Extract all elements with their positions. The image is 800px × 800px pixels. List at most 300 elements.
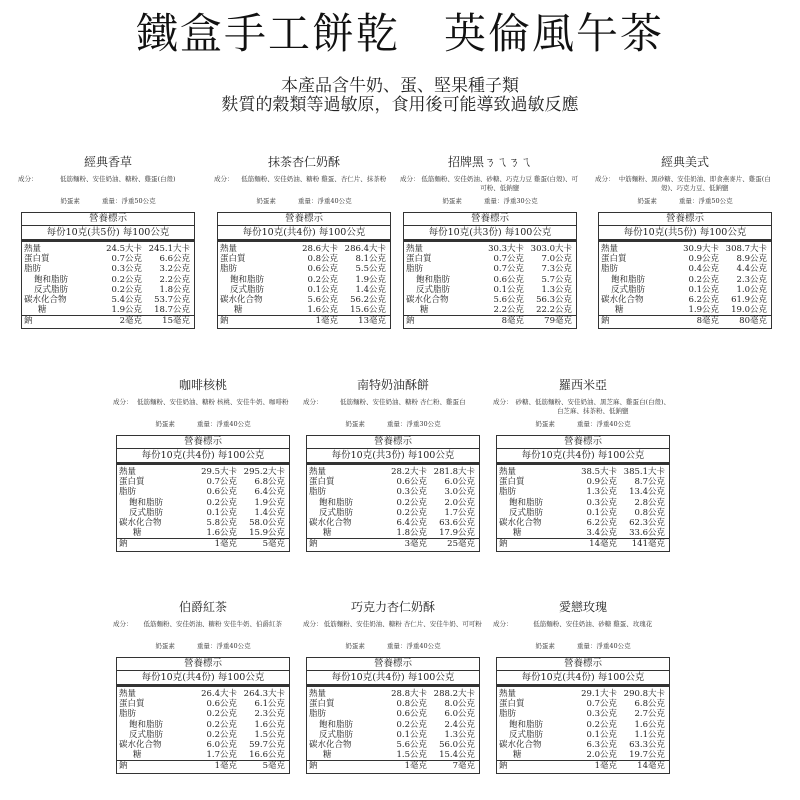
per-100g-value: 61.9公克 xyxy=(731,294,767,305)
nutrition-table xyxy=(21,212,195,329)
per-100g-value: 286.4大卡 xyxy=(344,244,386,254)
nutrient-name: 蛋白質 xyxy=(119,477,145,488)
per-serving-value: 1.6公克 xyxy=(206,528,237,539)
nutrition-row xyxy=(218,285,390,295)
nutrition-row xyxy=(497,518,669,528)
per-serving-value: 1毫克 xyxy=(404,761,427,772)
per-100g-value: 56.2公克 xyxy=(350,294,386,305)
per-100g-value: 8.7公克 xyxy=(634,477,665,488)
product-name: 經典香草 xyxy=(83,155,132,169)
nutrition-row xyxy=(22,244,194,254)
nutrient-name: 糖 xyxy=(323,528,332,539)
product-meta xyxy=(493,642,673,652)
nutrient-name: 反式脂肪 xyxy=(129,507,164,518)
nutrition-table-title: 營養標示 xyxy=(599,213,771,226)
nutrient-name: 蛋白質 xyxy=(24,254,50,265)
product-label xyxy=(303,600,483,774)
per-100g-value: 13毫克 xyxy=(358,316,386,327)
nutrition-row xyxy=(404,244,576,254)
per-100g-value: 2.3公克 xyxy=(736,274,767,285)
nutrition-row xyxy=(307,508,479,518)
per-serving-value: 1毫克 xyxy=(315,316,338,327)
nutrition-row xyxy=(117,477,289,487)
per-100g-value: 288.2大卡 xyxy=(433,689,475,699)
nutrition-row xyxy=(599,244,771,254)
nutrition-table xyxy=(306,657,480,774)
per-100g-value: 1.5公克 xyxy=(254,729,285,740)
nutrient-name: 糖 xyxy=(420,305,429,316)
nutrition-row xyxy=(218,275,390,285)
nutrition-row xyxy=(307,750,479,760)
diet-type: 奶蛋素 xyxy=(256,197,276,205)
nutrient-name: 碳水化合物 xyxy=(24,294,67,305)
per-100g-value: 2.3公克 xyxy=(254,709,285,720)
per-100g-value: 2.8公克 xyxy=(634,497,665,508)
product-label xyxy=(493,600,673,774)
per-100g-value: 1.4公克 xyxy=(355,284,386,295)
per-serving-value: 1.7公克 xyxy=(206,750,237,761)
nutrition-row xyxy=(307,467,479,477)
nutrition-row xyxy=(218,295,390,305)
per-100g-value: 264.3大卡 xyxy=(243,689,285,699)
ingredients-text: 低筋麵粉、安佳奶油、糖粉 杏仁粉、雞蛋白 xyxy=(339,398,466,406)
nutrient-name: 反式脂肪 xyxy=(509,507,544,518)
per-100g-value: 7.3公克 xyxy=(541,264,572,275)
nutrient-name: 糖 xyxy=(513,528,522,539)
per-serving-value: 28.2大卡 xyxy=(391,467,427,477)
nutrition-row xyxy=(117,699,289,709)
product-name: 咖啡核桃 xyxy=(178,378,227,392)
nutrition-row xyxy=(218,315,390,326)
net-weight: 重量：淨重40公克 xyxy=(386,642,441,650)
ingredients xyxy=(18,175,198,195)
nutrient-name: 脂肪 xyxy=(24,264,42,275)
nutrition-row xyxy=(404,254,576,264)
per-100g-value: 1.4公克 xyxy=(254,507,285,518)
nutrient-name: 鈉 xyxy=(499,539,508,550)
nutrition-row xyxy=(307,487,479,497)
nutrition-row xyxy=(497,477,669,487)
per-100g-value: 79毫克 xyxy=(544,316,572,327)
per-100g-value: 58.0公克 xyxy=(249,517,285,528)
per-serving-value: 0.8公克 xyxy=(396,699,427,710)
per-100g-value: 1.6公克 xyxy=(254,719,285,730)
nutrition-table xyxy=(496,435,670,552)
per-100g-value: 13.4公克 xyxy=(629,487,665,498)
per-100g-value: 4.4公克 xyxy=(736,264,767,275)
nutrition-row xyxy=(497,709,669,719)
nutrient-name: 熱量 xyxy=(309,689,327,699)
serving-info: 每份10克(共3份) 每100公克 xyxy=(404,226,576,242)
nutrition-row xyxy=(307,720,479,730)
nutrient-name: 反式脂肪 xyxy=(319,507,354,518)
per-serving-value: 0.7公克 xyxy=(111,254,142,265)
nutrition-row xyxy=(307,477,479,487)
per-serving-value: 5.8公克 xyxy=(206,517,237,528)
product-meta xyxy=(18,197,198,207)
nutrient-name: 熱量 xyxy=(220,244,238,254)
per-100g-value: 2.7公克 xyxy=(634,709,665,720)
nutrient-name: 脂肪 xyxy=(499,709,517,720)
nutrition-row xyxy=(117,760,289,771)
per-100g-value: 59.7公克 xyxy=(249,739,285,750)
nutrition-row xyxy=(117,508,289,518)
nutrition-row xyxy=(307,498,479,508)
product-label xyxy=(113,600,293,774)
nutrition-row xyxy=(497,487,669,497)
per-serving-value: 0.2公克 xyxy=(688,274,719,285)
nutrition-row xyxy=(117,528,289,538)
per-serving-value: 0.6公克 xyxy=(396,709,427,720)
per-serving-value: 1毫克 xyxy=(214,761,237,772)
nutrient-name: 鈉 xyxy=(406,316,415,327)
per-100g-value: 1.3公克 xyxy=(541,284,572,295)
per-serving-value: 5.4公克 xyxy=(111,294,142,305)
per-100g-value: 5.5公克 xyxy=(355,264,386,275)
per-100g-value: 2.2公克 xyxy=(159,274,190,285)
nutrition-row xyxy=(117,720,289,730)
nutrition-row xyxy=(117,487,289,497)
per-100g-value: 5毫克 xyxy=(262,539,285,550)
per-serving-value: 0.1公克 xyxy=(586,729,617,740)
per-serving-value: 30.9大卡 xyxy=(683,244,719,254)
per-serving-value: 30.3大卡 xyxy=(488,244,524,254)
nutrition-table-title: 營養標示 xyxy=(307,436,479,449)
product-meta xyxy=(303,420,483,430)
per-serving-value: 0.6公克 xyxy=(307,264,338,275)
diet-type: 奶蛋素 xyxy=(535,642,555,650)
per-serving-value: 0.1公克 xyxy=(396,729,427,740)
nutrient-name: 熱量 xyxy=(119,467,137,477)
nutrient-name: 反式脂肪 xyxy=(509,729,544,740)
per-100g-value: 295.2大卡 xyxy=(243,467,285,477)
product-meta xyxy=(113,642,293,652)
per-100g-value: 53.7公克 xyxy=(154,294,190,305)
per-serving-value: 0.2公克 xyxy=(206,709,237,720)
nutrition-row xyxy=(218,264,390,274)
net-weight: 重量：淨重50公克 xyxy=(101,197,156,205)
per-serving-value: 0.7公克 xyxy=(586,699,617,710)
per-100g-value: 1.3公克 xyxy=(444,729,475,740)
per-100g-value: 18.7公克 xyxy=(154,305,190,316)
per-serving-value: 0.2公克 xyxy=(307,274,338,285)
nutrition-row xyxy=(218,254,390,264)
per-100g-value: 62.3公克 xyxy=(629,517,665,528)
per-serving-value: 0.2公克 xyxy=(206,729,237,740)
nutrient-name: 反式脂肪 xyxy=(611,284,646,295)
ingredients-text: 低筋麵粉、安佳奶油、糖粉 核桃、安佳牛奶、咖啡粉 xyxy=(136,398,289,406)
per-serving-value: 29.1大卡 xyxy=(581,689,617,699)
nutrient-name: 鈉 xyxy=(309,539,318,550)
nutrient-name: 熱量 xyxy=(119,689,137,699)
per-serving-value: 24.5大卡 xyxy=(106,244,142,254)
per-100g-value: 1.9公克 xyxy=(355,274,386,285)
per-serving-value: 1.5公克 xyxy=(396,750,427,761)
per-serving-value: 5.6公克 xyxy=(493,294,524,305)
per-serving-value: 0.7公克 xyxy=(493,254,524,265)
ingredients xyxy=(113,620,293,640)
per-100g-value: 3.2公克 xyxy=(159,264,190,275)
nutrient-name: 熱量 xyxy=(499,467,517,477)
ingredients xyxy=(493,620,673,640)
nutrient-name: 飽和脂肪 xyxy=(416,274,451,285)
per-100g-value: 290.8大卡 xyxy=(623,689,665,699)
nutrient-name: 鈉 xyxy=(499,761,508,772)
nutrition-table xyxy=(403,212,577,329)
per-100g-value: 7毫克 xyxy=(452,761,475,772)
nutrition-row xyxy=(307,760,479,771)
per-serving-value: 38.5大卡 xyxy=(581,467,617,477)
nutrient-name: 反式脂肪 xyxy=(319,729,354,740)
ingredients-text: 低筋麵粉、安佳奶油、砂糖、巧克力豆 雞蛋(白殼)、可可粉、低鈉鹽 xyxy=(421,175,579,192)
per-100g-value: 56.0公克 xyxy=(439,739,475,750)
per-100g-value: 33.6公克 xyxy=(629,528,665,539)
ingredients xyxy=(493,398,673,418)
product-meta xyxy=(303,642,483,652)
nutrient-name: 碳水化合物 xyxy=(499,517,542,528)
per-serving-value: 6.2公克 xyxy=(688,294,719,305)
nutrient-name: 碳水化合物 xyxy=(499,739,542,750)
nutrition-table-title: 營養標示 xyxy=(497,436,669,449)
nutrient-name: 熱量 xyxy=(24,244,42,254)
nutrition-row xyxy=(599,254,771,264)
per-serving-value: 0.7公克 xyxy=(493,264,524,275)
ingredients-label: 成分： xyxy=(493,620,513,628)
per-serving-value: 14毫克 xyxy=(589,539,617,550)
nutrient-name: 鈉 xyxy=(601,316,610,327)
per-100g-value: 6.1公克 xyxy=(254,699,285,710)
product-name: 招牌黑ㄋㄟㄋㄟ xyxy=(447,155,532,169)
nutrition-row xyxy=(497,720,669,730)
product-meta xyxy=(214,197,394,207)
per-serving-value: 0.4公克 xyxy=(688,264,719,275)
product-label xyxy=(303,378,483,552)
nutrient-name: 脂肪 xyxy=(406,264,424,275)
nutrition-row xyxy=(307,518,479,528)
nutrient-name: 碳水化合物 xyxy=(220,294,263,305)
ingredients-label: 成分： xyxy=(18,175,38,183)
nutrition-row xyxy=(218,244,390,254)
per-serving-value: 0.1公克 xyxy=(307,284,338,295)
nutrition-row xyxy=(497,498,669,508)
nutrition-row xyxy=(497,689,669,699)
nutrient-name: 糖 xyxy=(513,750,522,761)
per-100g-value: 1.0公克 xyxy=(736,284,767,295)
per-100g-value: 63.3公克 xyxy=(629,739,665,750)
product-name: 愛戀玫瑰 xyxy=(558,600,607,614)
per-100g-value: 19.0公克 xyxy=(731,305,767,316)
nutrient-name: 糖 xyxy=(323,750,332,761)
net-weight: 重量：淨重30公克 xyxy=(386,420,441,428)
nutrition-row xyxy=(307,699,479,709)
per-serving-value: 0.1公克 xyxy=(688,284,719,295)
nutrition-row xyxy=(117,689,289,699)
ingredients-label: 成分： xyxy=(303,398,323,406)
nutrition-row xyxy=(497,750,669,760)
diet-type: 奶蛋素 xyxy=(155,420,175,428)
per-serving-value: 3.4公克 xyxy=(586,528,617,539)
per-serving-value: 1.8公克 xyxy=(396,528,427,539)
nutrition-table xyxy=(116,435,290,552)
nutrition-table-title: 營養標示 xyxy=(22,213,194,226)
net-weight: 重量：淨重40公克 xyxy=(196,642,251,650)
nutrition-row xyxy=(404,305,576,315)
nutrition-row xyxy=(307,528,479,538)
nutrition-row xyxy=(404,275,576,285)
per-serving-value: 0.7公克 xyxy=(206,477,237,488)
product-label xyxy=(493,378,673,552)
nutrient-name: 蛋白質 xyxy=(406,254,432,265)
nutrient-name: 飽和脂肪 xyxy=(129,719,164,730)
per-100g-value: 15.4公克 xyxy=(439,750,475,761)
per-100g-value: 19.7公克 xyxy=(629,750,665,761)
per-100g-value: 16.6公克 xyxy=(249,750,285,761)
nutrition-row xyxy=(497,740,669,750)
nutrient-name: 蛋白質 xyxy=(309,699,335,710)
per-serving-value: 3毫克 xyxy=(404,539,427,550)
per-serving-value: 2.2公克 xyxy=(493,305,524,316)
per-serving-value: 8毫克 xyxy=(696,316,719,327)
nutrient-name: 碳水化合物 xyxy=(119,517,162,528)
per-100g-value: 2.0公克 xyxy=(444,497,475,508)
nutrient-name: 碳水化合物 xyxy=(119,739,162,750)
per-serving-value: 0.2公克 xyxy=(111,274,142,285)
nutrition-row xyxy=(599,315,771,326)
product-label xyxy=(400,155,580,329)
per-100g-value: 6.8公克 xyxy=(634,699,665,710)
serving-info: 每份10克(共4份) 每100公克 xyxy=(117,671,289,687)
per-serving-value: 0.3公克 xyxy=(111,264,142,275)
ingredients-label: 成分： xyxy=(493,398,513,406)
per-100g-value: 5毫克 xyxy=(262,761,285,772)
per-100g-value: 1.6公克 xyxy=(634,719,665,730)
nutrient-name: 碳水化合物 xyxy=(309,739,352,750)
per-serving-value: 0.6公克 xyxy=(493,274,524,285)
ingredients xyxy=(214,175,394,195)
nutrition-row xyxy=(599,275,771,285)
nutrient-name: 糖 xyxy=(615,305,624,316)
per-serving-value: 0.2公克 xyxy=(206,719,237,730)
per-100g-value: 308.7大卡 xyxy=(725,244,767,254)
nutrition-table-title: 營養標示 xyxy=(117,658,289,671)
per-100g-value: 22.2公克 xyxy=(536,305,572,316)
per-100g-value: 6.6公克 xyxy=(159,254,190,265)
per-100g-value: 15毫克 xyxy=(162,316,190,327)
nutrient-name: 飽和脂肪 xyxy=(509,497,544,508)
ingredients-label: 成分： xyxy=(113,620,133,628)
per-100g-value: 25毫克 xyxy=(447,539,475,550)
per-serving-value: 6.2公克 xyxy=(586,517,617,528)
nutrition-table-title: 營養標示 xyxy=(497,658,669,671)
product-label xyxy=(595,155,775,329)
nutrition-row xyxy=(117,538,289,549)
per-100g-value: 1.1公克 xyxy=(634,729,665,740)
nutrient-name: 蛋白質 xyxy=(499,477,525,488)
nutrient-name: 熱量 xyxy=(601,244,619,254)
nutrition-row xyxy=(599,264,771,274)
serving-info: 每份10克(共4份) 每100公克 xyxy=(218,226,390,242)
nutrition-row xyxy=(497,528,669,538)
net-weight: 重量：淨重40公克 xyxy=(576,420,631,428)
ingredients-text: 砂糖、低筋麵粉、安佳奶油、黑芝麻、雞蛋白(白殼)、白芝麻、抹茶粉、低鈉鹽 xyxy=(515,398,671,415)
per-100g-value: 1.9公克 xyxy=(254,497,285,508)
ingredients xyxy=(303,620,483,640)
per-serving-value: 6.3公克 xyxy=(586,739,617,750)
nutrient-name: 鈉 xyxy=(119,761,128,772)
nutrient-name: 脂肪 xyxy=(220,264,238,275)
nutrient-name: 飽和脂肪 xyxy=(34,274,69,285)
product-label xyxy=(214,155,394,329)
per-serving-value: 5.6公克 xyxy=(396,739,427,750)
nutrition-row xyxy=(117,750,289,760)
nutrition-row xyxy=(22,305,194,315)
nutrient-name: 反式脂肪 xyxy=(416,284,451,295)
ingredients-label: 成分： xyxy=(113,398,133,406)
nutrition-row xyxy=(497,508,669,518)
nutrient-name: 飽和脂肪 xyxy=(230,274,265,285)
nutrient-name: 碳水化合物 xyxy=(406,294,449,305)
per-100g-value: 303.0大卡 xyxy=(530,244,572,254)
nutrition-row xyxy=(307,730,479,740)
nutrient-name: 糖 xyxy=(234,305,243,316)
nutrient-name: 脂肪 xyxy=(309,487,327,498)
per-serving-value: 1.9公克 xyxy=(111,305,142,316)
per-serving-value: 0.2公克 xyxy=(206,497,237,508)
per-serving-value: 26.4大卡 xyxy=(201,689,237,699)
serving-info: 每份10克(共5份) 每100公克 xyxy=(599,226,771,242)
allergen-notice-line2: 麩質的穀類等過敏原，食用後可能導致過敏反應 xyxy=(221,95,579,115)
product-meta xyxy=(493,420,673,430)
per-100g-value: 6.4公克 xyxy=(254,487,285,498)
per-serving-value: 2.0公克 xyxy=(586,750,617,761)
nutrient-name: 脂肪 xyxy=(499,487,517,498)
nutrition-row xyxy=(22,295,194,305)
nutrient-name: 碳水化合物 xyxy=(309,517,352,528)
per-serving-value: 1.9公克 xyxy=(688,305,719,316)
nutrition-row xyxy=(117,498,289,508)
per-serving-value: 0.3公克 xyxy=(586,709,617,720)
product-name: 巧克力杏仁奶酥 xyxy=(350,600,435,614)
nutrient-name: 飽和脂肪 xyxy=(319,497,354,508)
nutrition-table xyxy=(217,212,391,329)
diet-type: 奶蛋素 xyxy=(155,642,175,650)
diet-type: 奶蛋素 xyxy=(535,420,555,428)
per-100g-value: 15.6公克 xyxy=(350,305,386,316)
serving-info: 每份10克(共3份) 每100公克 xyxy=(307,449,479,465)
net-weight: 重量：淨重40公克 xyxy=(297,197,352,205)
nutrient-name: 脂肪 xyxy=(119,709,137,720)
ingredients-label: 成分： xyxy=(214,175,234,183)
net-weight: 重量：淨重40公克 xyxy=(196,420,251,428)
nutrition-row xyxy=(117,518,289,528)
nutrient-name: 鈉 xyxy=(119,539,128,550)
per-serving-value: 29.5大卡 xyxy=(201,467,237,477)
nutrition-row xyxy=(117,709,289,719)
serving-info: 每份10克(共4份) 每100公克 xyxy=(497,449,669,465)
per-100g-value: 6.0公克 xyxy=(444,709,475,720)
nutrition-table-title: 營養標示 xyxy=(218,213,390,226)
per-100g-value: 7.0公克 xyxy=(541,254,572,265)
product-name: 羅西米亞 xyxy=(558,378,607,392)
per-serving-value: 2毫克 xyxy=(119,316,142,327)
per-serving-value: 0.1公克 xyxy=(493,284,524,295)
per-serving-value: 1.3公克 xyxy=(586,487,617,498)
nutrition-row xyxy=(307,709,479,719)
per-serving-value: 0.2公克 xyxy=(396,719,427,730)
net-weight: 重量：淨重50公克 xyxy=(678,197,733,205)
nutrition-row xyxy=(22,275,194,285)
per-100g-value: 3.0公克 xyxy=(444,487,475,498)
